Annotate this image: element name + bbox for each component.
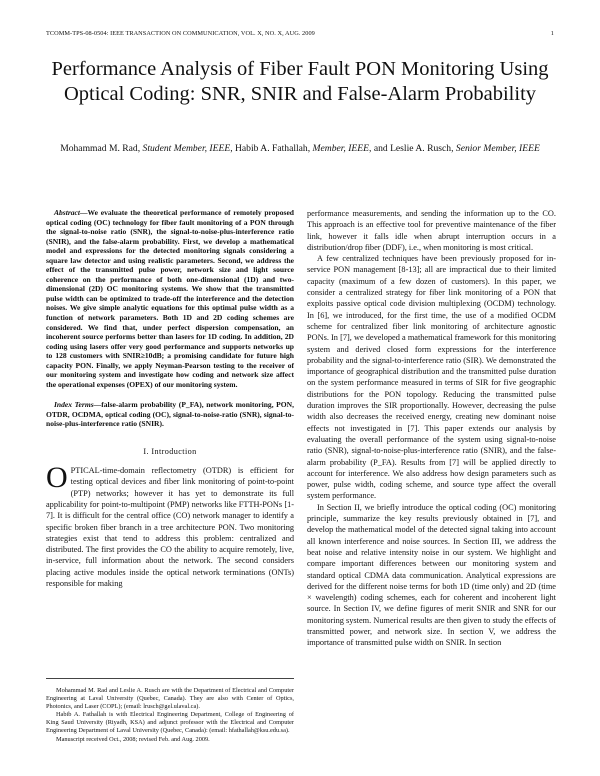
intro-paragraph <box>46 461 294 589</box>
intro-text: PTICAL-time-domain reflectometry (OTDR) is efficient for testing optical devices and fiber link monitoring of point-to-point (PTP) networks; however it has yet to demonstrate its full applicability for point-to-multipoint (PMP) networks like FTTH-PONs [1-7]. It is difficult for the central office (CO) network manager to identify a specific broken fiber branch in a tree architecture PON. Two monitoring strategies exist that tend to address this problem: centralized and distributed. The first provides the CO the ability to acquire remotely, live, in-service, full information about the network. The second considers placing active modules inside the optical network terminations (ONTs) responsible for making <box>46 466 294 588</box>
body-paragraph-1: performance measurements, and sending the information up to the CO. This approach is an effective tool for preventive maintenance of the fiber link, however it falls idle when abrupt interruption occurs in a distribution/drop fiber (DDF), i.e., when monitoring is most critical. <box>307 209 556 252</box>
footnote-manuscript-dates: Manuscript received Oct., 2008; revised Feb. and Aug. 2009. <box>56 735 210 743</box>
abstract-text: —We evaluate the theoretical performance of remotely proposed optical coding (OC) technology for fiber fault monitoring of a PON through the signal-to-noise ratio (SNR), the signal-to-noise-plus-interference ratio (SNIR), and the false-alarm probability. First, we develop a mathematical model and expressions for the detected monitoring signals considering a square law detector and using realistic parameters. Second, we address the effect of the transmitted pulse power, network size and light source coherence on the performance of both one-dimensional (1D) and two-dimensional (2D) OC monitoring systems. We show that the transmitted pulse width can be optimized to trade-off the interference and the detection noises. We give simple analytic equations for this optimal pulse width as a function of network parameters. Both 1D and 2D coding schemes are considered. We find that, under perfect dispersion compensation, an incoherent source performs better than lasers for 1D coding. In addition, 2D coding using lasers offer very good performance and supports networks up to 128 customers with SNIR≥10dB; a promising candidate for future high capacity PON. Finally, we apply Neyman-Pearson testing to the receiver of our monitoring system and investigate how coding and network size affect the operational expenses (OPEX) of our monitoring system. <box>46 208 294 389</box>
author-1-name: Mohammad M. Rad, <box>60 143 143 154</box>
section-heading-introduction: I. Introduction <box>143 447 197 457</box>
author-3-role: Senior Member, IEEE <box>455 143 540 154</box>
left-column <box>46 208 294 589</box>
footnotes <box>46 678 294 744</box>
journal-header: TCOMM-TPS-08-0504: IEEE TRANSACTION ON COMMUNICATION, VOL. X, NO. X, AUG. 2009 <box>46 30 315 37</box>
drop-cap: O <box>46 461 68 495</box>
abstract <box>46 208 294 389</box>
footnote-affiliation-2: Habib A. Fathallah is with Electrical Engineering Department, College of Engineering of King Saud University (Riyadh, KSA) and adjunct professor with the Electrical and Computer Engineering Department of Laval University (Quebec, Canada): (email: hfathallah@ksu.edu.sa). <box>46 711 294 735</box>
index-terms-lead: Index Terms <box>54 400 94 410</box>
body-paragraph-3: In Section II, we briefly introduce the optical coding (OC) monitoring principle, summarize the key results previously obtained in [7], and develop the mathematical model of the detected signal taking into account all known interference and noise sources. In Section III, we address the beat noise and relative intensity noise in our system. We highlight and compare important differences between our monitoring system and standard optical CDMA data communication. Analytical expressions are derived for the different noise terms for both 1D (time only) and 2D (time × wavelength) coding schemes, each for coherent and incoherent light source. In Section IV, we define figures of merit SNIR and SNR for our monitoring system. Numerical results are then given to study the effects of transmitted power, and network size. In section V, we address the importance of transmitted pulse width on SNIR. In section <box>307 502 556 648</box>
running-header <box>46 30 554 37</box>
page-number: 1 <box>550 30 554 37</box>
index-terms <box>46 400 294 429</box>
footnote-affiliation-1: Mohammad M. Rad and Leslie A. Rusch are with the Department of Electrical and Computer Engineering at Laval University (Quebec, Canada). They are also with Center of Optics, Photonics, and Laser (COPL); (email: lrusch@gel.ulaval.ca). <box>46 687 294 711</box>
right-column <box>307 208 556 649</box>
author-1-role: Student Member, IEEE <box>142 143 231 154</box>
author-2-role: Member, IEEE <box>312 143 370 154</box>
author-2-name: , Habib A. Fathallah, <box>230 143 313 154</box>
author-list <box>60 143 540 156</box>
abstract-lead: Abstract <box>54 208 80 217</box>
index-terms-text: —false-alarm probability (P_FA), network monitoring, PON, OTDR, OCDMA, optical coding (OC), signal-to-noise-ratio (SNR), signal-to-noise-plus-interference ratio (SNIR). <box>46 400 294 429</box>
body-paragraph-2: A few centralized techniques have been previously proposed for in-service PON management [8-13]; all are impractical due to their limited capacity (maximum of a few dozen of customers). In this paper, we consider a centralized strategy for fiber link monitoring of a PON that exploits passive optical code division multiplexing (OCDM) technology. In [6], we introduced, for the first time, the use of a modified OCDM scheme for centralized fiber link monitoring of architecture agnostic PONs. In [7], we developed a mathematical framework for this monitoring system and derived closed form expressions for the interference probability and the signal-to-interference ratio (SIR). We demonstrated the importance of geographical distribution and the transmitted pulse duration on the system performance measured in terms of SIR for five geographic distributions for the PON topology. Reducing the transmitted pulse duration improves the SIR proportionally. However, decreasing the pulse width also decreases the received energy, creating new dominant noise effects not investigated in [7]. This paper extends our analysis by evaluating the overall performance of the system using signal-to-noise ratio (SNR), signal-to-noise-plus-interference ratio (SNIR), and the false-alarm probability (P_FA). Results from [7] will be applied directly to account for interference. We also address how design parameters such as power, pulse width, coding scheme, and source type affect the overall system performance. <box>307 254 556 501</box>
author-3-name: , and Leslie A. Rusch, <box>369 143 456 154</box>
paper-title: Performance Analysis of Fiber Fault PON Monitoring Using Optical Coding: SNR, SNIR and False-Alarm Probability <box>51 58 549 105</box>
